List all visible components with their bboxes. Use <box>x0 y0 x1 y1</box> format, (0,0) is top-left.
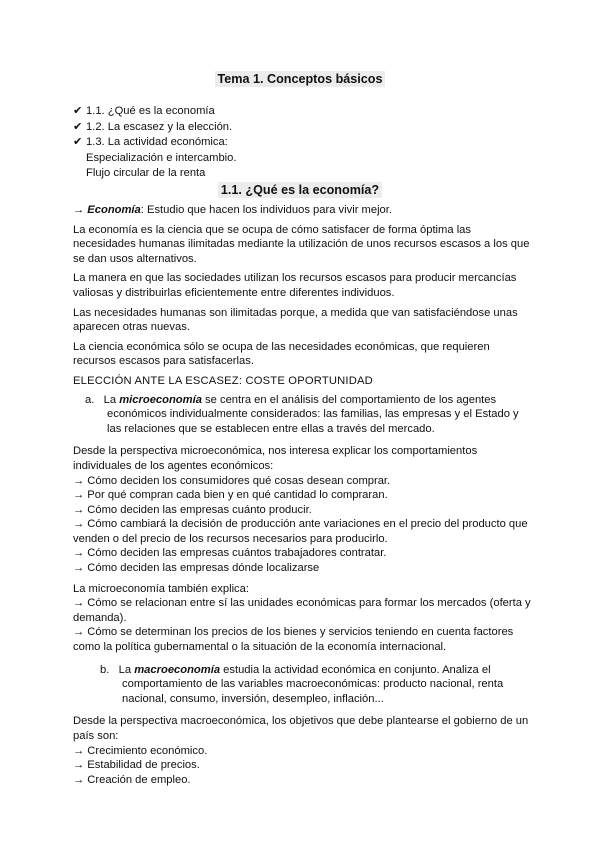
term-macroeconomia: macroeconomía <box>134 663 221 676</box>
list-item: → Por qué compran cada bien y en qué cantidad lo compraran. <box>73 489 388 502</box>
paragraph: Las necesidades humanas son ilimitadas porque, a medida que van satisfaciéndose unas aparecen otras nuevas. <box>73 306 518 334</box>
list-item: → Cómo se determinan los precios de los bienes y servicios teniendo en cuenta factores como la política gubernamental o la situación de la economía internacional. <box>73 626 514 654</box>
arrow-icon: → <box>73 562 85 575</box>
definition-term: Economía <box>87 204 141 216</box>
checkmark-icon: ✔ <box>73 120 83 133</box>
definition: → Economía: Estudio que hacen los individuos para vivir mejor. <box>73 204 392 216</box>
arrow-icon: → <box>73 759 85 772</box>
list-item-macro: b. La macroeconomía estudia la actividad económica en conjunto. Analiza el comportamiento de las variables macroeconómicas: producto nacional, renta nacional, consumo, inversión, desempleo, inflación... <box>100 663 504 705</box>
list-item: → Cómo cambiará la decisión de producción ante variaciones en el precio del producto que venden o del precio de los recursos necesarios para producirlo. <box>73 518 528 545</box>
toc-subitem: Especialización e intercambio. <box>86 151 237 164</box>
arrow-icon: → <box>73 597 85 610</box>
paragraph: La ciencia económica sólo se ocupa de las necesidades económicas, que requieren recursos escasos para satisfacerlas. <box>73 340 490 368</box>
arrow-icon: → <box>73 773 85 786</box>
arrow-icon: → <box>73 204 85 216</box>
list-item: → Cómo deciden las empresas cuánto producir. <box>73 503 312 516</box>
toc-item: ✔ 1.2. La escasez y la elección. <box>73 120 233 133</box>
micro-list <box>73 474 531 576</box>
arrow-icon: → <box>73 503 85 516</box>
list-item: → Crecimiento económico. <box>73 744 208 757</box>
paragraph: La microeconomía también explica: <box>73 582 249 595</box>
arrow-icon: → <box>73 744 85 757</box>
term-microeconomia: microeconomía <box>119 393 202 406</box>
section-body <box>73 203 531 787</box>
arrow-icon: → <box>73 547 85 560</box>
paragraph: La manera en que las sociedades utilizan los recursos escasos para producir mercancías valiosas y distribuirlas eficientemente entre diferentes individuos. <box>73 272 517 299</box>
list-item: → Creación de empleo. <box>73 773 191 786</box>
subheading: ELECCIÓN ANTE LA ESCASEZ: COSTE OPORTUNIDAD <box>73 374 373 387</box>
arrow-icon: → <box>73 518 85 531</box>
list-item: → Estabilidad de precios. <box>73 759 200 772</box>
checkmark-icon: ✔ <box>73 136 83 148</box>
toc-item: ✔ 1.1. ¿Qué es la economía <box>73 105 215 117</box>
checkmark-icon: ✔ <box>73 105 83 117</box>
document-title: Tema 1. Conceptos básicos <box>0 72 600 87</box>
arrow-icon: → <box>73 474 85 487</box>
list-item: → Cómo se relacionan entre sí las unidades económicas para formar los mercados (oferta y demanda). <box>73 597 531 624</box>
paragraph: Desde la perspectiva macroeconómica, los objetivos que debe plantearse el gobierno de un país son: <box>73 715 529 742</box>
list-item-micro: a. La microeconomía se centra en el análisis del comportamiento de los agentes económicos individualmente considerados: las familias, las empresas y el Estado y las relaciones que se establecen entre ellas a través del mercado. <box>85 393 519 435</box>
list-item: → Cómo deciden los consumidores qué cosas desean comprar. <box>73 474 391 487</box>
paragraph: Desde la perspectiva microeconómica, nos interesa explicar los comportamientos individuales de los agentes económicos: <box>73 445 478 472</box>
toc-subitem: Flujo circular de la renta <box>86 167 206 179</box>
micro-also-list <box>73 596 531 654</box>
list-item: → Cómo deciden las empresas cuántos trabajadores contratar. <box>73 547 387 560</box>
arrow-icon: → <box>73 489 85 502</box>
toc-item: ✔ 1.3. La actividad económica: <box>73 136 228 148</box>
section-heading: 1.1. ¿Qué es la economía? <box>0 183 600 198</box>
table-of-contents <box>73 104 237 182</box>
macro-list <box>73 744 531 788</box>
arrow-icon: → <box>73 626 85 639</box>
list-item: → Cómo deciden las empresas dónde localizarse <box>73 562 320 575</box>
paragraph: La economía es la ciencia que se ocupa de cómo satisfacer de forma óptima las necesidades humanas ilimitadas mediante la utilización de unos recursos escasos a los que se dan usos alternativos. <box>73 223 530 265</box>
